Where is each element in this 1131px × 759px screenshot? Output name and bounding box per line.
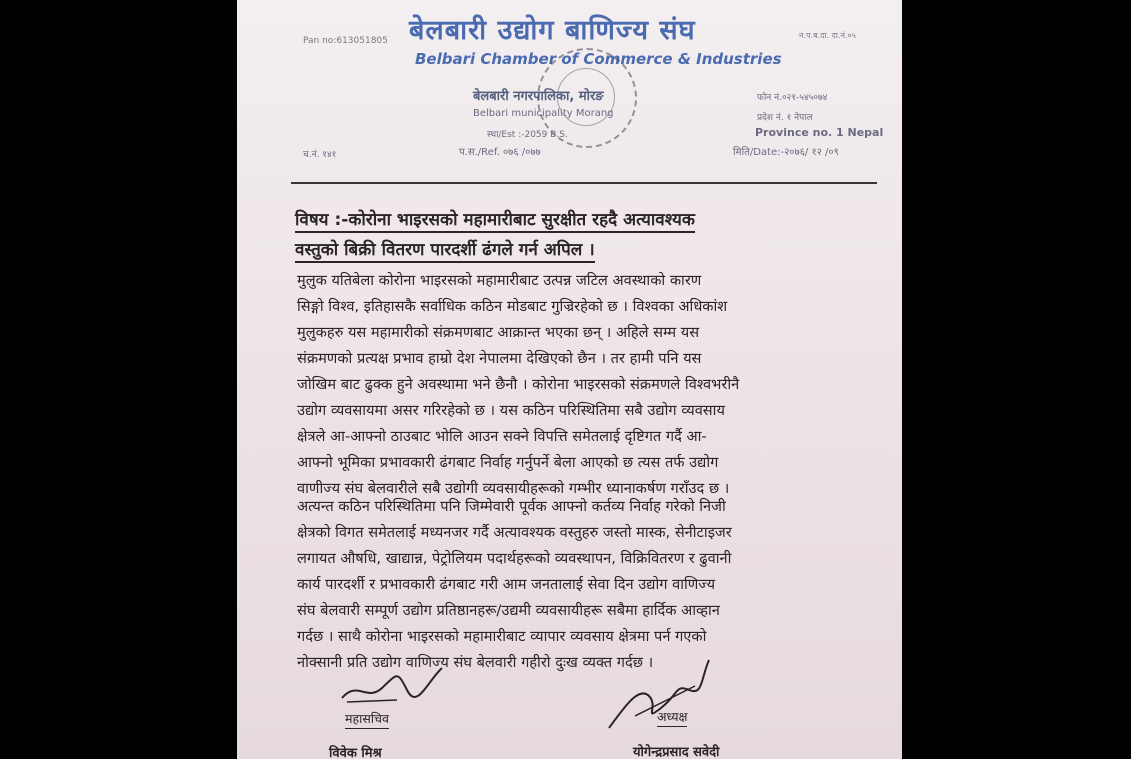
province-english: Province no. 1 Nepal <box>755 126 884 139</box>
paragraph-line: उद्योग व्यवसायमा असर गरिरहेको छ । यस कठिन परिस्थितिमा सबै उद्योग व्यवसाय <box>297 402 725 419</box>
president-name: योगेन्द्रप्रसाद सवेदी <box>633 745 720 759</box>
paragraph-line: क्षेत्रले आ-आफ्नो ठाउबाट भोलि आउन सक्ने विपत्ति समेतलाई दृष्टिगत गर्दै आ- <box>297 428 707 445</box>
left-signature-icon <box>337 660 447 710</box>
dispatch-number: च.नं. १४१ <box>303 150 337 160</box>
address-english: Belbari municipality Morang <box>473 108 614 119</box>
province-nepali: प्रदेश नं. १ नेपाल <box>757 113 813 123</box>
paragraph-line: वाणीज्य संघ बेलवारीले सबै उद्योगी व्यवसायीहरूको गम्भीर ध्यानाकर्षण गराँउद छ । <box>297 480 730 497</box>
paragraph-line: नोक्सानी प्रति उद्योग वाणिज्य संघ बेलवारी गहीरो दुःख व्यक्त गर्दछ । <box>297 654 654 671</box>
general-secretary-role: महासचिव <box>345 710 389 729</box>
letter-document <box>237 0 902 759</box>
paragraph-line: मुलुकहरु यस महामारीको संक्रमणबाट आक्रान्त भएका छन् । अहिले सम्म यस <box>297 324 700 341</box>
body-paragraph-1 <box>297 268 881 502</box>
paragraph-line: गर्दछ । साथै कोरोना भाइरसको महामारीबाट व्यापार व्यवसाय क्षेत्रमा पर्न गएको <box>297 628 707 645</box>
body-paragraph-2 <box>297 494 881 676</box>
paragraph-line: आफ्नो भूमिका प्रभावकारी ढंगबाट निर्वाह गर्नुपर्ने बेला आएको छ त्यस तर्फ उद्योग <box>297 454 719 471</box>
paragraph-line: संक्रमणको प्रत्यक्ष प्रभाव हाम्रो देश नेपालमा देखिएको छैन । तर हामी पनि यस <box>297 350 702 367</box>
established-year: स्था/Est :-2059 B.S. <box>487 130 568 140</box>
org-name-nepali: बेलबारी उद्योग बाणिज्य संघ <box>409 15 696 46</box>
top-right-reg: न.प.ब.दा. दा.नं.०५ <box>799 31 856 40</box>
pan-number: Pan no:613051805 <box>303 36 388 46</box>
paragraph-line: कार्य पारदर्शी र प्रभावकारी ढंगबाट गरी आम जनतालाई सेवा दिन उद्योग वाणिज्य <box>297 576 716 593</box>
reference-number: प.स./Ref. ०७६ /०७७ <box>459 147 541 158</box>
subject-line-1: विषय :-कोरोना भाइरसको महामारीबाट सुरक्षीत रहदै अत्यावश्यक <box>295 205 885 235</box>
general-secretary-name: विवेक मिश्र <box>329 746 382 759</box>
paragraph-line: मुलुक यतिबेला कोरोना भाइरसको महामारीबाट उत्पन्न जटिल अवस्थाको कारण <box>297 272 702 289</box>
paragraph-line: क्षेत्रको विगत समेतलाई मध्यनजर गर्दै अत्यावश्यक वस्तुहरु जस्तो मास्क, सेनीटाइजर <box>297 524 732 541</box>
org-name-english: Belbari Chamber of Commerce & Industries <box>415 50 782 68</box>
president-role: अध्यक्ष <box>657 708 687 727</box>
paragraph-line: संघ बेलवारी सम्पूर्ण उद्योग प्रतिष्ठानहरू/उद्यमी व्यवसायीहरू सबैमा हार्दिक आव्हान <box>297 602 720 619</box>
paragraph-line: अत्यन्त कठिन परिस्थितिमा पनि जिम्मेवारी पूर्वक आफ्नो कर्तव्य निर्वाह गरेको निजी <box>297 498 726 515</box>
paragraph-line: लगायत औषधि, खाद्यान्न, पेट्रोलियम पदार्थहरूको व्यवस्थापन, विक्रिवितरण र ढुवानी <box>297 550 732 567</box>
subject-line-2: वस्तुको बिक्री वितरण पारदर्शी ढंगले गर्न अपिल । <box>295 235 885 265</box>
paragraph-line: सिङ्गो विश्व, इतिहासकै सर्वाधिक कठिन मोडबाट गुज्रिरहेको छ । विश्वका अधिकांश <box>297 298 728 315</box>
header-divider <box>291 182 877 184</box>
address-nepali: बेलबारी नगरपालिका, मोरङ <box>473 89 604 104</box>
subject-block <box>295 205 885 265</box>
paragraph-line: जोखिम बाट ढुक्क हुने अवस्थामा भने छैनौ । कोरोना भाइरसको संक्रमणले विश्वभरीनै <box>297 376 740 393</box>
letter-date: मिति/Date:-२०७६/ १२ /०९ <box>733 147 839 158</box>
phone-number: फोन नं.०२१-५४५०७४ <box>757 93 828 103</box>
